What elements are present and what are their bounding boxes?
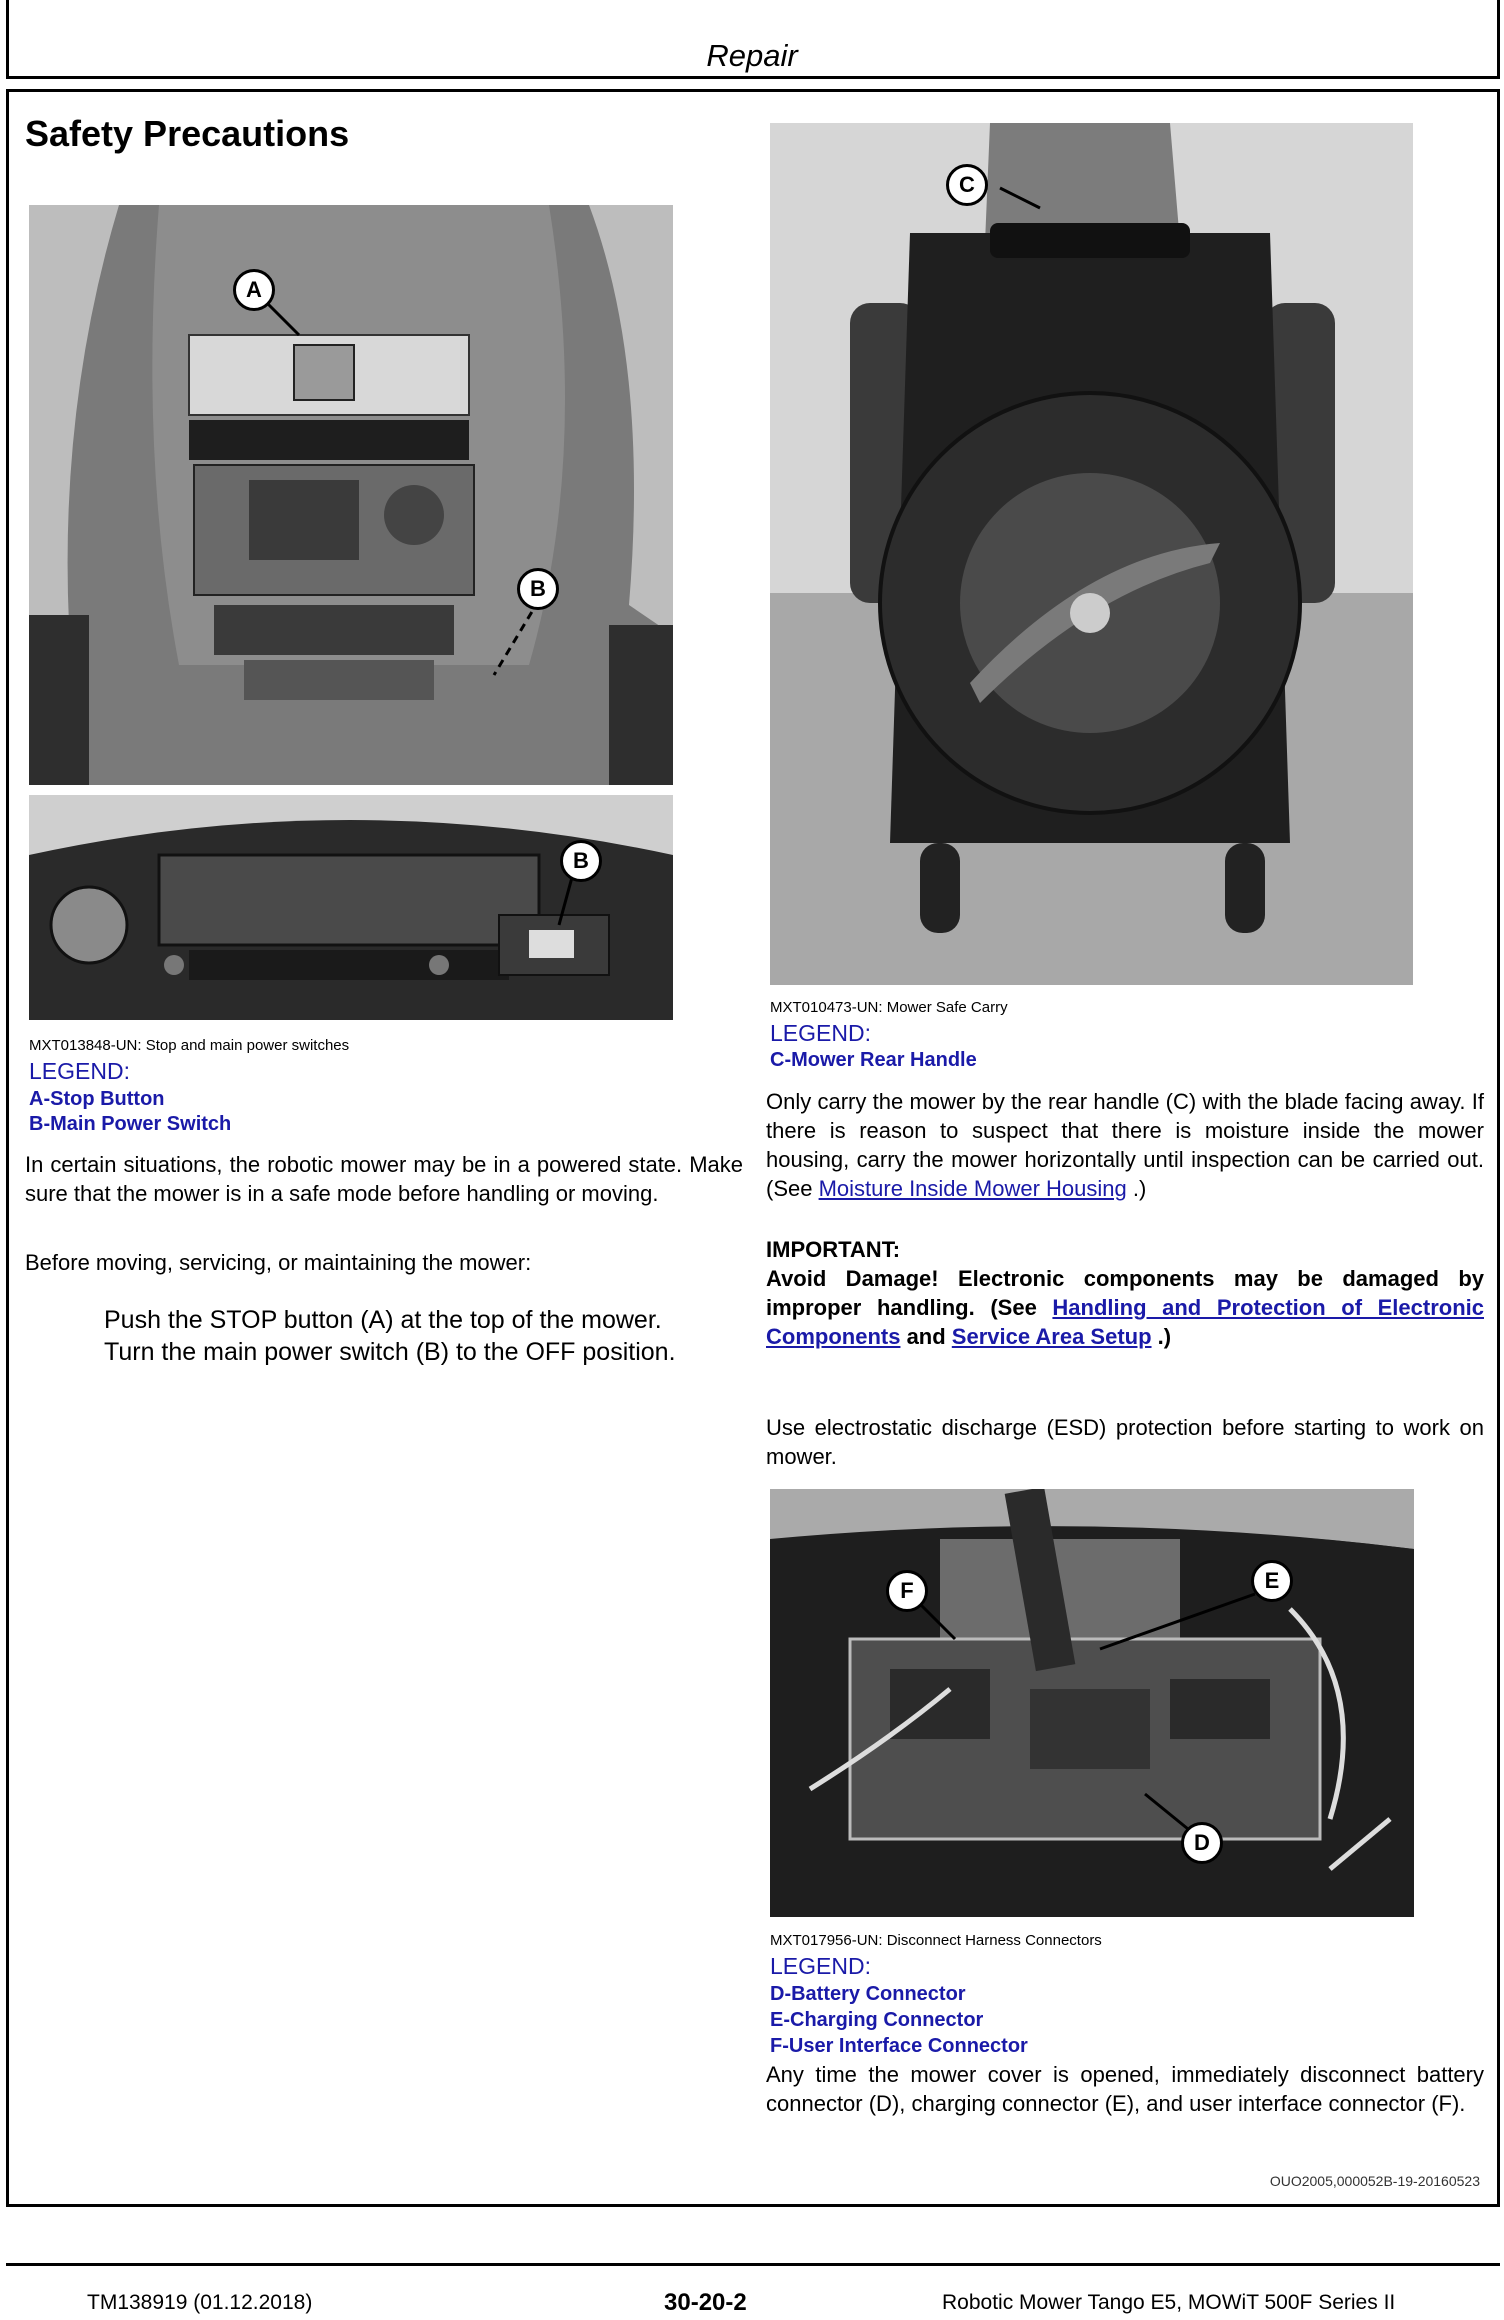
photo-harness-connectors [770,1489,1414,1917]
callout-f: F [886,1570,928,1612]
footer-tm: TM138919 (01.12.2018) [87,2291,313,2314]
photo-mower-safe-carry [770,123,1413,985]
carry-end: .) [1126,1176,1147,1201]
callout-overlay-c [770,123,1413,985]
legend-item-main-power-switch: B-Main Power Switch [29,1113,232,1135]
callout-overlay [29,205,673,785]
section-header: Repair [706,38,798,73]
photo-stop-button [29,205,673,785]
disconnect-paragraph: Any time the mower cover is opened, immediately disconnect battery connector (D), charging connector (E), and user interface connector (F). [766,2062,1484,2116]
document-code: OUO2005,000052B-19-20160523 [1269,2173,1480,2189]
callout-e: E [1251,1560,1293,1602]
callout-overlay-b2 [29,795,673,1020]
page-title: Safety Precautions [25,113,350,154]
left-paragraph-1: In certain situations, the robotic mower may be in a powered state. Make sure that the mower is in a safe mode before handling or moving. [25,1152,743,1206]
footer-page-number: 30-20-2 [664,2289,747,2316]
callout-b2: B [560,840,602,882]
important-and: and [900,1324,952,1349]
footer-product: Robotic Mower Tango E5, MOWiT 500F Series II [942,2291,1396,2314]
callout-a: A [233,269,275,311]
important-text: Avoid Damage! Electronic components may be damaged by improper handling. (See [766,1266,1484,1320]
footer-rule [6,2263,1500,2266]
legend-item-user-interface-connector: F-User Interface Connector [770,2035,1028,2057]
photo1-legend-label: LEGEND: [29,1058,130,1084]
legend-item-mower-rear-handle: C-Mower Rear Handle [770,1049,977,1071]
callout-d: D [1181,1822,1223,1864]
step-2: Turn the main power switch (B) to the OFF position. [104,1338,676,1366]
photo3-legend-label: LEGEND: [770,1953,871,1979]
legend-item-battery-connector: D-Battery Connector [770,1983,966,2005]
important-paragraph [766,1264,1484,1351]
callout-overlay-def [770,1489,1414,1917]
link-handling-protection-electronic[interactable]: Handling and Protection of Electronic Components [766,1295,1484,1349]
photo1-caption: MXT013848-UN: Stop and main power switches [29,1037,350,1054]
legend-item-charging-connector: E-Charging Connector [770,2009,984,2031]
step-1: Push the STOP button (A) at the top of the mower. [104,1306,662,1334]
left-paragraph-2: Before moving, servicing, or maintaining the mower: [25,1250,532,1275]
important-label: IMPORTANT: [766,1237,901,1262]
link-moisture-inside-mower-housing[interactable]: Moisture Inside Mower Housing [818,1176,1127,1201]
callout-c: C [946,164,988,206]
photo-power-switch [29,795,673,1020]
carry-paragraph [766,1087,1484,1203]
esd-paragraph: Use electrostatic discharge (ESD) protection before starting to work on mower. [766,1415,1484,1469]
callout-b: B [517,568,559,610]
carry-text: Only carry the mower by the rear handle (C) with the blade facing away. If there is reason to suspect that there is moisture inside the mower housing, carry the mower horizontally until inspection can be carried out. (See [766,1089,1484,1201]
photo3-caption: MXT017956-UN: Disconnect Harness Connectors [770,1932,1102,1949]
link-service-area-setup[interactable]: Service Area Setup [951,1324,1152,1349]
photo2-legend-label: LEGEND: [770,1020,871,1046]
photo2-caption: MXT010473-UN: Mower Safe Carry [770,999,1008,1016]
legend-item-stop-button: A-Stop Button [29,1088,165,1110]
important-end: .) [1151,1324,1172,1349]
